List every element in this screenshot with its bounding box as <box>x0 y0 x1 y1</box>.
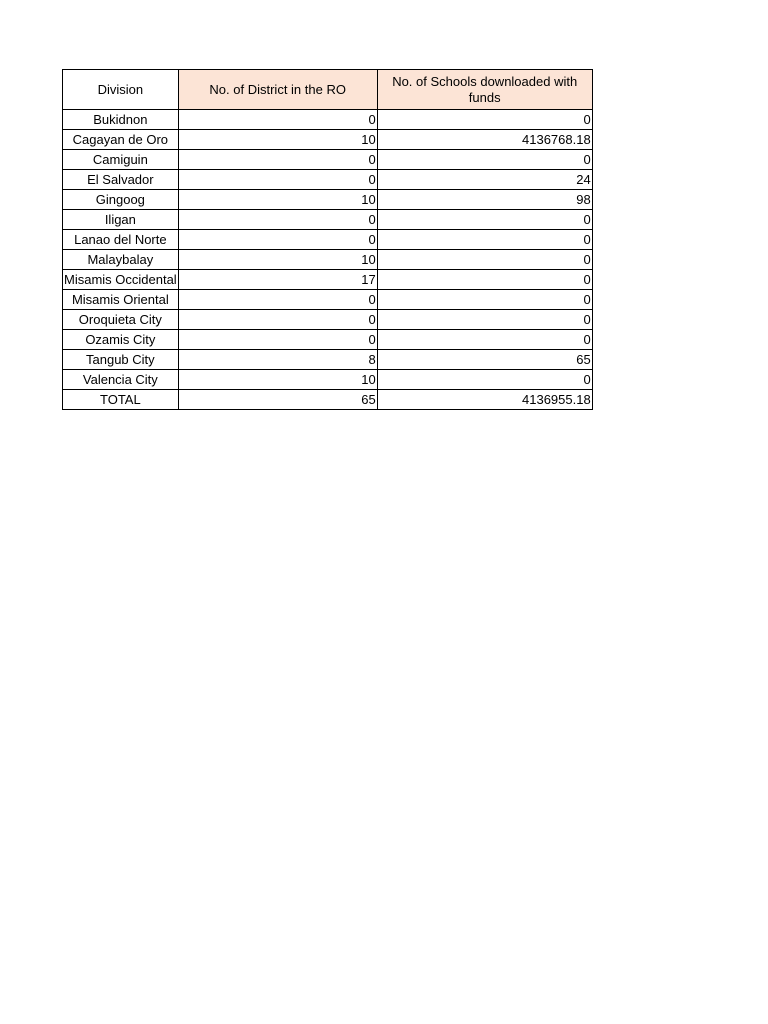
division-cell[interactable]: El Salvador <box>63 170 179 190</box>
schools-cell[interactable]: 98 <box>377 190 592 210</box>
division-cell[interactable]: Iligan <box>63 210 179 230</box>
table-row <box>63 150 593 170</box>
header-row <box>63 70 593 110</box>
schools-cell[interactable]: 4136768.18 <box>377 130 592 150</box>
division-cell[interactable]: Ozamis City <box>63 330 179 350</box>
districts-cell[interactable]: 0 <box>178 230 377 250</box>
schools-cell[interactable]: 0 <box>377 250 592 270</box>
schools-cell[interactable]: 0 <box>377 150 592 170</box>
districts-cell[interactable]: 10 <box>178 130 377 150</box>
table-row <box>63 250 593 270</box>
total-row <box>63 390 593 410</box>
schools-cell[interactable]: 0 <box>377 330 592 350</box>
districts-cell[interactable]: 10 <box>178 250 377 270</box>
division-cell[interactable]: Oroquieta City <box>63 310 179 330</box>
header-schools[interactable]: No. of Schools downloaded with funds <box>377 70 592 110</box>
table-row <box>63 110 593 130</box>
districts-cell[interactable]: 0 <box>178 210 377 230</box>
schools-cell[interactable]: 0 <box>377 210 592 230</box>
districts-cell[interactable]: 0 <box>178 290 377 310</box>
table-row <box>63 130 593 150</box>
table-row <box>63 310 593 330</box>
schools-cell[interactable]: 0 <box>377 290 592 310</box>
table-row <box>63 230 593 250</box>
table-row <box>63 370 593 390</box>
schools-cell[interactable]: 0 <box>377 270 592 290</box>
table-row <box>63 210 593 230</box>
schools-cell[interactable]: 65 <box>377 350 592 370</box>
districts-cell[interactable]: 17 <box>178 270 377 290</box>
header-districts[interactable]: No. of District in the RO <box>178 70 377 110</box>
schools-cell[interactable]: 0 <box>377 110 592 130</box>
division-cell[interactable]: Camiguin <box>63 150 179 170</box>
table-row <box>63 270 593 290</box>
districts-cell[interactable]: 0 <box>178 150 377 170</box>
districts-schools-table <box>62 69 593 410</box>
table-row <box>63 190 593 210</box>
table-row <box>63 290 593 310</box>
districts-cell[interactable]: 0 <box>178 310 377 330</box>
table-row <box>63 330 593 350</box>
division-cell[interactable]: Bukidnon <box>63 110 179 130</box>
schools-cell[interactable]: 0 <box>377 310 592 330</box>
division-cell[interactable]: Misamis Oriental <box>63 290 179 310</box>
total-label[interactable]: TOTAL <box>63 390 179 410</box>
table-row <box>63 350 593 370</box>
total-districts[interactable]: 65 <box>178 390 377 410</box>
division-cell[interactable]: Malaybalay <box>63 250 179 270</box>
division-cell[interactable]: Gingoog <box>63 190 179 210</box>
division-cell[interactable]: Tangub City <box>63 350 179 370</box>
schools-cell[interactable]: 0 <box>377 230 592 250</box>
division-cell[interactable]: Misamis Occidental <box>63 270 179 290</box>
districts-cell[interactable]: 10 <box>178 370 377 390</box>
districts-cell[interactable]: 0 <box>178 330 377 350</box>
total-schools[interactable]: 4136955.18 <box>377 390 592 410</box>
table-row <box>63 170 593 190</box>
districts-cell[interactable]: 10 <box>178 190 377 210</box>
districts-cell[interactable]: 8 <box>178 350 377 370</box>
division-cell[interactable]: Cagayan de Oro <box>63 130 179 150</box>
schools-cell[interactable]: 0 <box>377 370 592 390</box>
districts-cell[interactable]: 0 <box>178 110 377 130</box>
schools-cell[interactable]: 24 <box>377 170 592 190</box>
division-cell[interactable]: Lanao del Norte <box>63 230 179 250</box>
districts-cell[interactable]: 0 <box>178 170 377 190</box>
division-cell[interactable]: Valencia City <box>63 370 179 390</box>
header-division[interactable]: Division <box>63 70 179 110</box>
